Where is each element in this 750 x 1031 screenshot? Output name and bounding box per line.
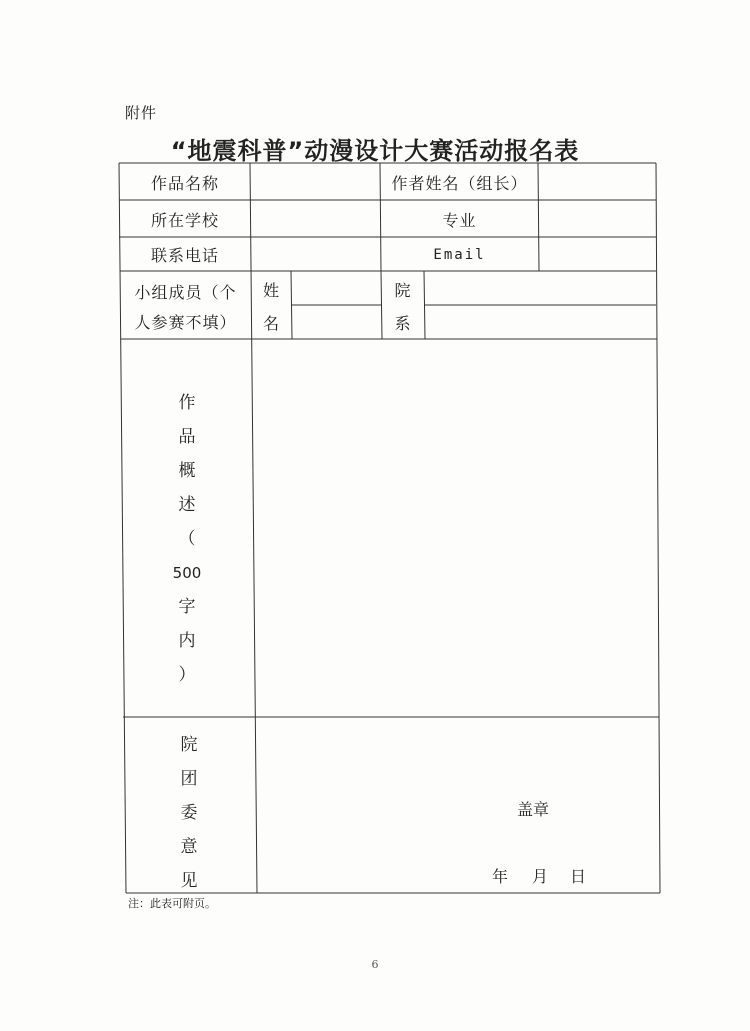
opinion-field[interactable] <box>260 720 656 890</box>
work-name-field[interactable] <box>252 165 379 199</box>
phone-field[interactable] <box>252 239 379 270</box>
member-dept-label-top: 院 <box>394 280 412 300</box>
member-name-label-top: 姓 <box>262 280 280 300</box>
opinion-char: 团 <box>180 769 198 789</box>
members-label-line1: 小组成员（个 <box>134 282 237 302</box>
major-field[interactable] <box>540 202 655 236</box>
member-name-field-2[interactable] <box>293 307 380 338</box>
major-label: 专业 <box>442 210 477 230</box>
summary-char: 述 <box>178 495 196 515</box>
date-month-label: 月 <box>532 867 549 886</box>
member-name-field-1[interactable] <box>293 273 380 304</box>
attachment-label: 附件 <box>125 104 158 122</box>
summary-char: （ <box>178 529 196 549</box>
footnote: 注：此表可附页。 <box>128 897 216 910</box>
summary-char: 内 <box>178 631 196 651</box>
summary-char: ） <box>178 665 196 685</box>
author-name-field[interactable] <box>540 165 655 199</box>
opinion-char: 委 <box>180 803 198 823</box>
form-title: “地震科普”动漫设计大赛活动报名表 <box>170 137 580 165</box>
school-label: 所在学校 <box>150 210 219 230</box>
page-number: 6 <box>371 958 379 971</box>
summary-field[interactable] <box>258 342 656 714</box>
opinion-char: 院 <box>180 735 198 755</box>
member-dept-label-bottom: 系 <box>394 313 412 333</box>
summary-char: 品 <box>178 427 196 447</box>
summary-label <box>165 386 209 692</box>
member-dept-field-2[interactable] <box>426 307 655 338</box>
summary-char: 500 <box>172 564 202 582</box>
author-name-label: 作者姓名（组长） <box>391 173 528 193</box>
email-field[interactable] <box>540 239 655 270</box>
school-field[interactable] <box>252 202 379 236</box>
summary-char: 字 <box>178 597 196 617</box>
work-name-label: 作品名称 <box>150 173 219 193</box>
date-day-label: 日 <box>570 867 587 886</box>
opinion-char: 意 <box>180 837 198 857</box>
seal-label: 盖章 <box>517 800 550 819</box>
member-name-label-bottom: 名 <box>262 313 280 333</box>
members-label-line2: 人参赛不填） <box>134 312 237 332</box>
opinion-label <box>167 728 211 898</box>
member-dept-field-1[interactable] <box>426 273 655 304</box>
opinion-char: 见 <box>180 871 198 891</box>
email-label: Email <box>433 246 486 263</box>
date-year-label: 年 <box>492 867 509 886</box>
summary-char: 作 <box>178 393 196 413</box>
phone-label: 联系电话 <box>150 246 219 265</box>
summary-char: 概 <box>178 461 196 481</box>
